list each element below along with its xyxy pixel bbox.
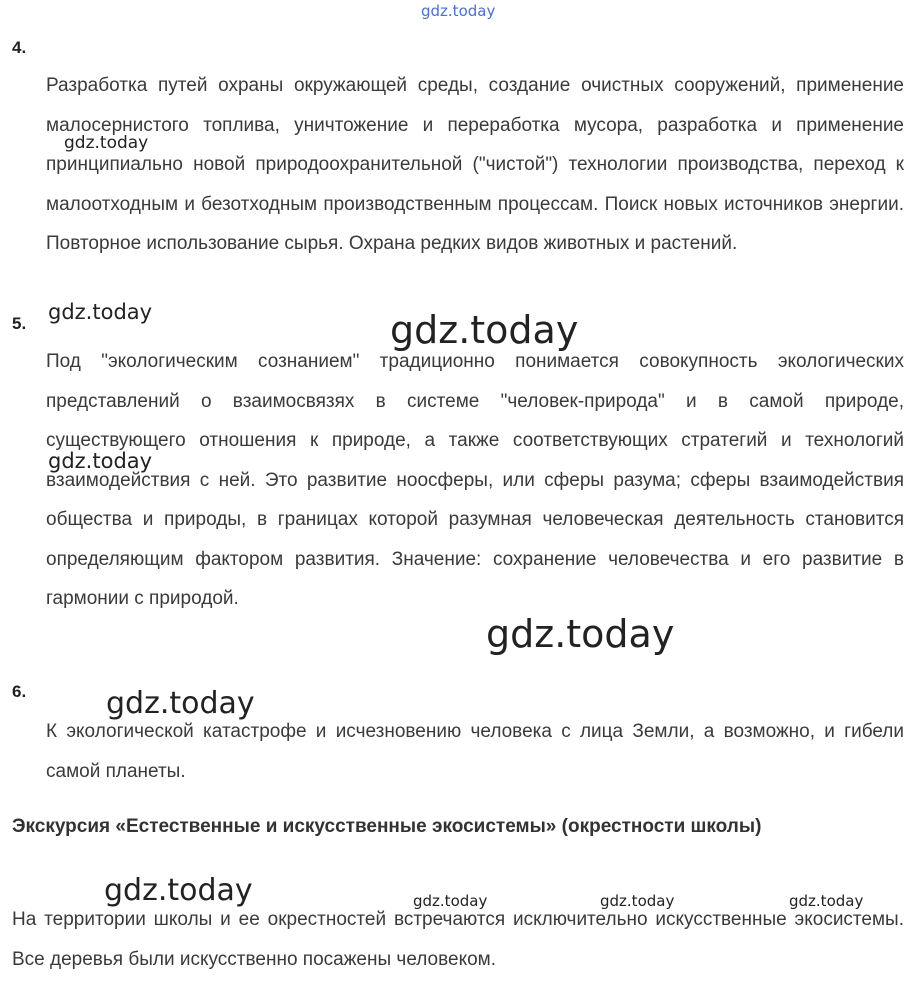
section-text-5: Под "экологическим сознанием" традиционно понимается совокупность экологических представлений о взаимосвязях в системе "человек-природа" и в самой природе, существующего отношения к природе, а также соответствующих стратегий и технологий взаимодействия с ней. Это развитие ноосферы, или сферы разума; сферы взаимодействия общества и природы, в границах которой разумная человеческая деятельность становится определяющим фактором развития. Значение: сохранение человечества и его развитие в гармонии с природой.	[46, 351, 904, 609]
watermark: gdz.today	[413, 892, 488, 910]
watermark: gdz.today	[106, 686, 255, 721]
watermark: gdz.today	[104, 873, 253, 908]
section-text-4: Разработка путей охраны окружающей среды, создание очистных сооружений, применение малосернистого топлива, уничтожение и переработка мусора, разработка и применение принципиально новой природоохранительной ("чистой") технологии производства, переход к малоотходным и безотходным производственным процессам. Поиск новых источников энергии. Повторное использование сырья. Охрана редких видов животных и растений.	[46, 75, 904, 254]
section-number-6: 6.	[12, 682, 27, 701]
watermark: gdz.today	[390, 308, 579, 352]
watermark: gdz.today	[421, 2, 496, 20]
watermark: gdz.today	[48, 449, 153, 473]
excursion-title: Экскурсия «Естественные и искусственные экосистемы» (окрестности школы)	[12, 816, 762, 837]
watermark: gdz.today	[789, 892, 864, 910]
section-number-5: 5.	[12, 314, 27, 333]
watermark: gdz.today	[486, 612, 675, 656]
watermark: gdz.today	[600, 892, 675, 910]
section-text-6: К экологической катастрофе и исчезновению человека с лица Земли, а возможно, и гибели самой планеты.	[46, 721, 904, 782]
excursion-text: На территории школы и ее окрестностей встречаются исключительно искусственные экосистемы. Все деревья были искусственно посажены человеком.	[12, 909, 904, 970]
watermark: gdz.today	[48, 300, 153, 324]
section-number-4: 4.	[12, 38, 27, 57]
watermark: gdz.today	[64, 133, 149, 153]
